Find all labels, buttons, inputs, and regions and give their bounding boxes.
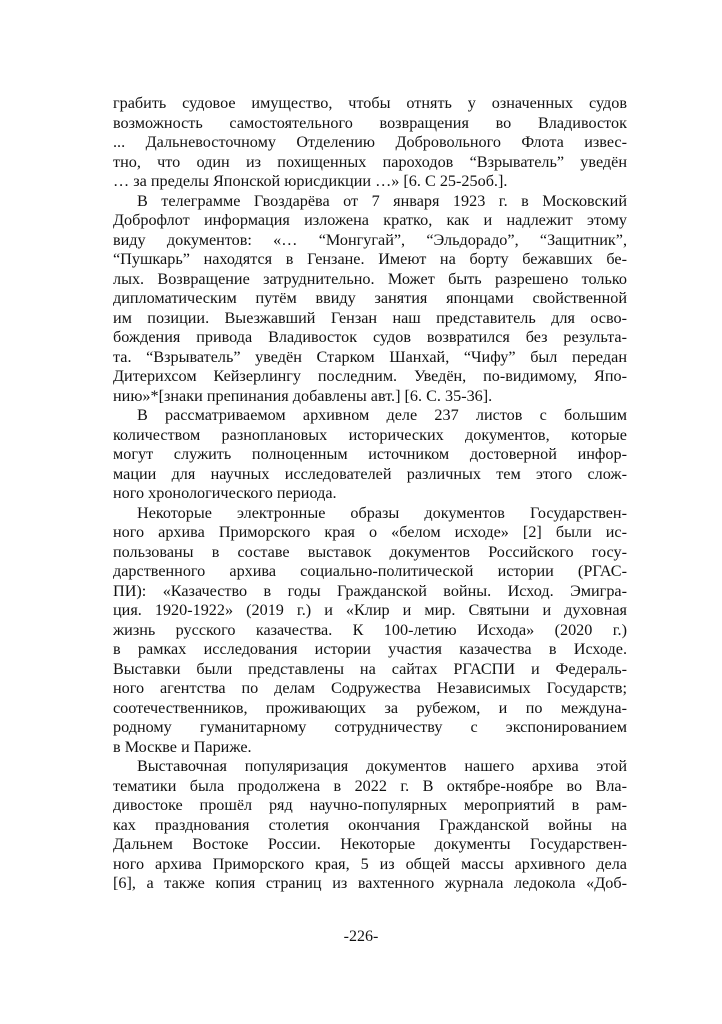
text-line: ного хронологического периода. bbox=[113, 484, 337, 502]
text-line: бождения привода Владивосток судов возвратился без результа- bbox=[113, 328, 627, 346]
text-line: [6], а также копия страниц из вахтенного журнала ледокола «Доб- bbox=[113, 874, 627, 892]
text-line: дарственного архива социально-политической истории (РГАС- bbox=[113, 562, 627, 580]
text-line: ПИ): «Казачество в годы Гражданской войны. Исход. Эмигра- bbox=[113, 581, 627, 600]
text-line: грабить судовое имущество, чтобы отнять у означенных судов bbox=[113, 94, 627, 112]
text-line: родному гуманитарному сотрудничеству с экспонированием bbox=[113, 718, 627, 736]
text-line: ного архива Приморского края, 5 из общей массы архивного дела bbox=[113, 854, 627, 873]
text-line: ция. 1920-1922» (2019 г.) и «Клир и мир. Святыни и духовная bbox=[113, 601, 627, 619]
text-line: ного архива Приморского края о «белом исходе» [2] были ис- bbox=[113, 523, 627, 541]
text-line: количеством разноплановых исторических документов, которые bbox=[113, 425, 627, 444]
text-line: ного агентства по делам Содружества Независимых Государств; bbox=[113, 679, 627, 697]
text-line: дивостоке прошёл ряд научно-популярных мероприятий в рам- bbox=[113, 796, 627, 814]
text-line: могут служить полноценным источником достоверной инфор- bbox=[113, 445, 627, 463]
paragraph-first-line: Выставочная популяризация документов нашего архива этой bbox=[137, 757, 627, 775]
text-line: тематики была продолжена в 2022 г. В октябре-ноябре во Вла- bbox=[113, 776, 627, 795]
text-line: ... Дальневосточному Отделению Добровольного Флота извес- bbox=[113, 133, 627, 151]
paragraph-first-line: В телеграмме Гвоздарёва от 7 января 1923 г. в Московский bbox=[137, 191, 627, 210]
text-line: им позиции. Выезжавший Гензан наш представитель для осво- bbox=[113, 308, 627, 327]
text-line: Дитерихсом Кейзерлингу последним. Уведён, по-видимому, Япо- bbox=[113, 367, 627, 385]
text-line: жизнь русского казачества. К 100-летию Исхода» (2020 г.) bbox=[113, 620, 627, 639]
text-line: дипломатическим путём ввиду занятия японцами свойственной bbox=[113, 289, 627, 307]
text-line: мации для научных исследователей различных тем этого слож- bbox=[113, 464, 627, 483]
text-line: пользованы в составе выставок документов Российского госу- bbox=[113, 542, 627, 561]
text-line: нию»*[знаки препинания добавлены авт.] [6. С. 35-36]. bbox=[113, 386, 493, 405]
text-line: тно, что один из похищенных пароходов “Взрыватель” уведён bbox=[113, 152, 627, 171]
text-line: лых. Возвращение затруднительно. Может быть разрешено только bbox=[113, 269, 627, 288]
text-line: возможность самостоятельного возвращения во Владивосток bbox=[113, 113, 627, 132]
body-text bbox=[113, 94, 627, 894]
text-line: Дальнем Востоке России. Некоторые документы Государствен- bbox=[113, 835, 627, 853]
text-line: соотечественников, проживающих за рубежом, и по междуна- bbox=[113, 698, 627, 717]
text-line: в Москве и Париже. bbox=[113, 737, 252, 756]
paragraph-first-line: Некоторые электронные образы документов Государствен- bbox=[137, 503, 627, 522]
page-number: -226- bbox=[343, 928, 379, 945]
text-line: ках празднования столетия окончания Гражданской войны на bbox=[113, 815, 627, 834]
text-line: Доброфлот информация изложена кратко, как и надлежит этому bbox=[113, 211, 627, 229]
text-line: виду документов: «… “Монгугай”, “Эльдорадо”, “Защитник”, bbox=[113, 230, 627, 249]
text-line: … за пределы Японской юрисдикции …» [6. С 25-25об.]. bbox=[113, 172, 508, 190]
text-line: “Пушкарь” находятся в Гензане. Имеют на борту бежавших бе- bbox=[113, 250, 627, 268]
paragraph-first-line: В рассматриваемом архивном деле 237 листов с большим bbox=[137, 406, 627, 424]
text-line: в рамках исследования истории участия казачества в Исходе. bbox=[113, 640, 627, 658]
text-line: та. “Взрыватель” уведён Старком Шанхай, “Чифу” был передан bbox=[113, 347, 627, 366]
text-line: Выставки были представлены на сайтах РГАСПИ и Федераль- bbox=[113, 659, 627, 678]
